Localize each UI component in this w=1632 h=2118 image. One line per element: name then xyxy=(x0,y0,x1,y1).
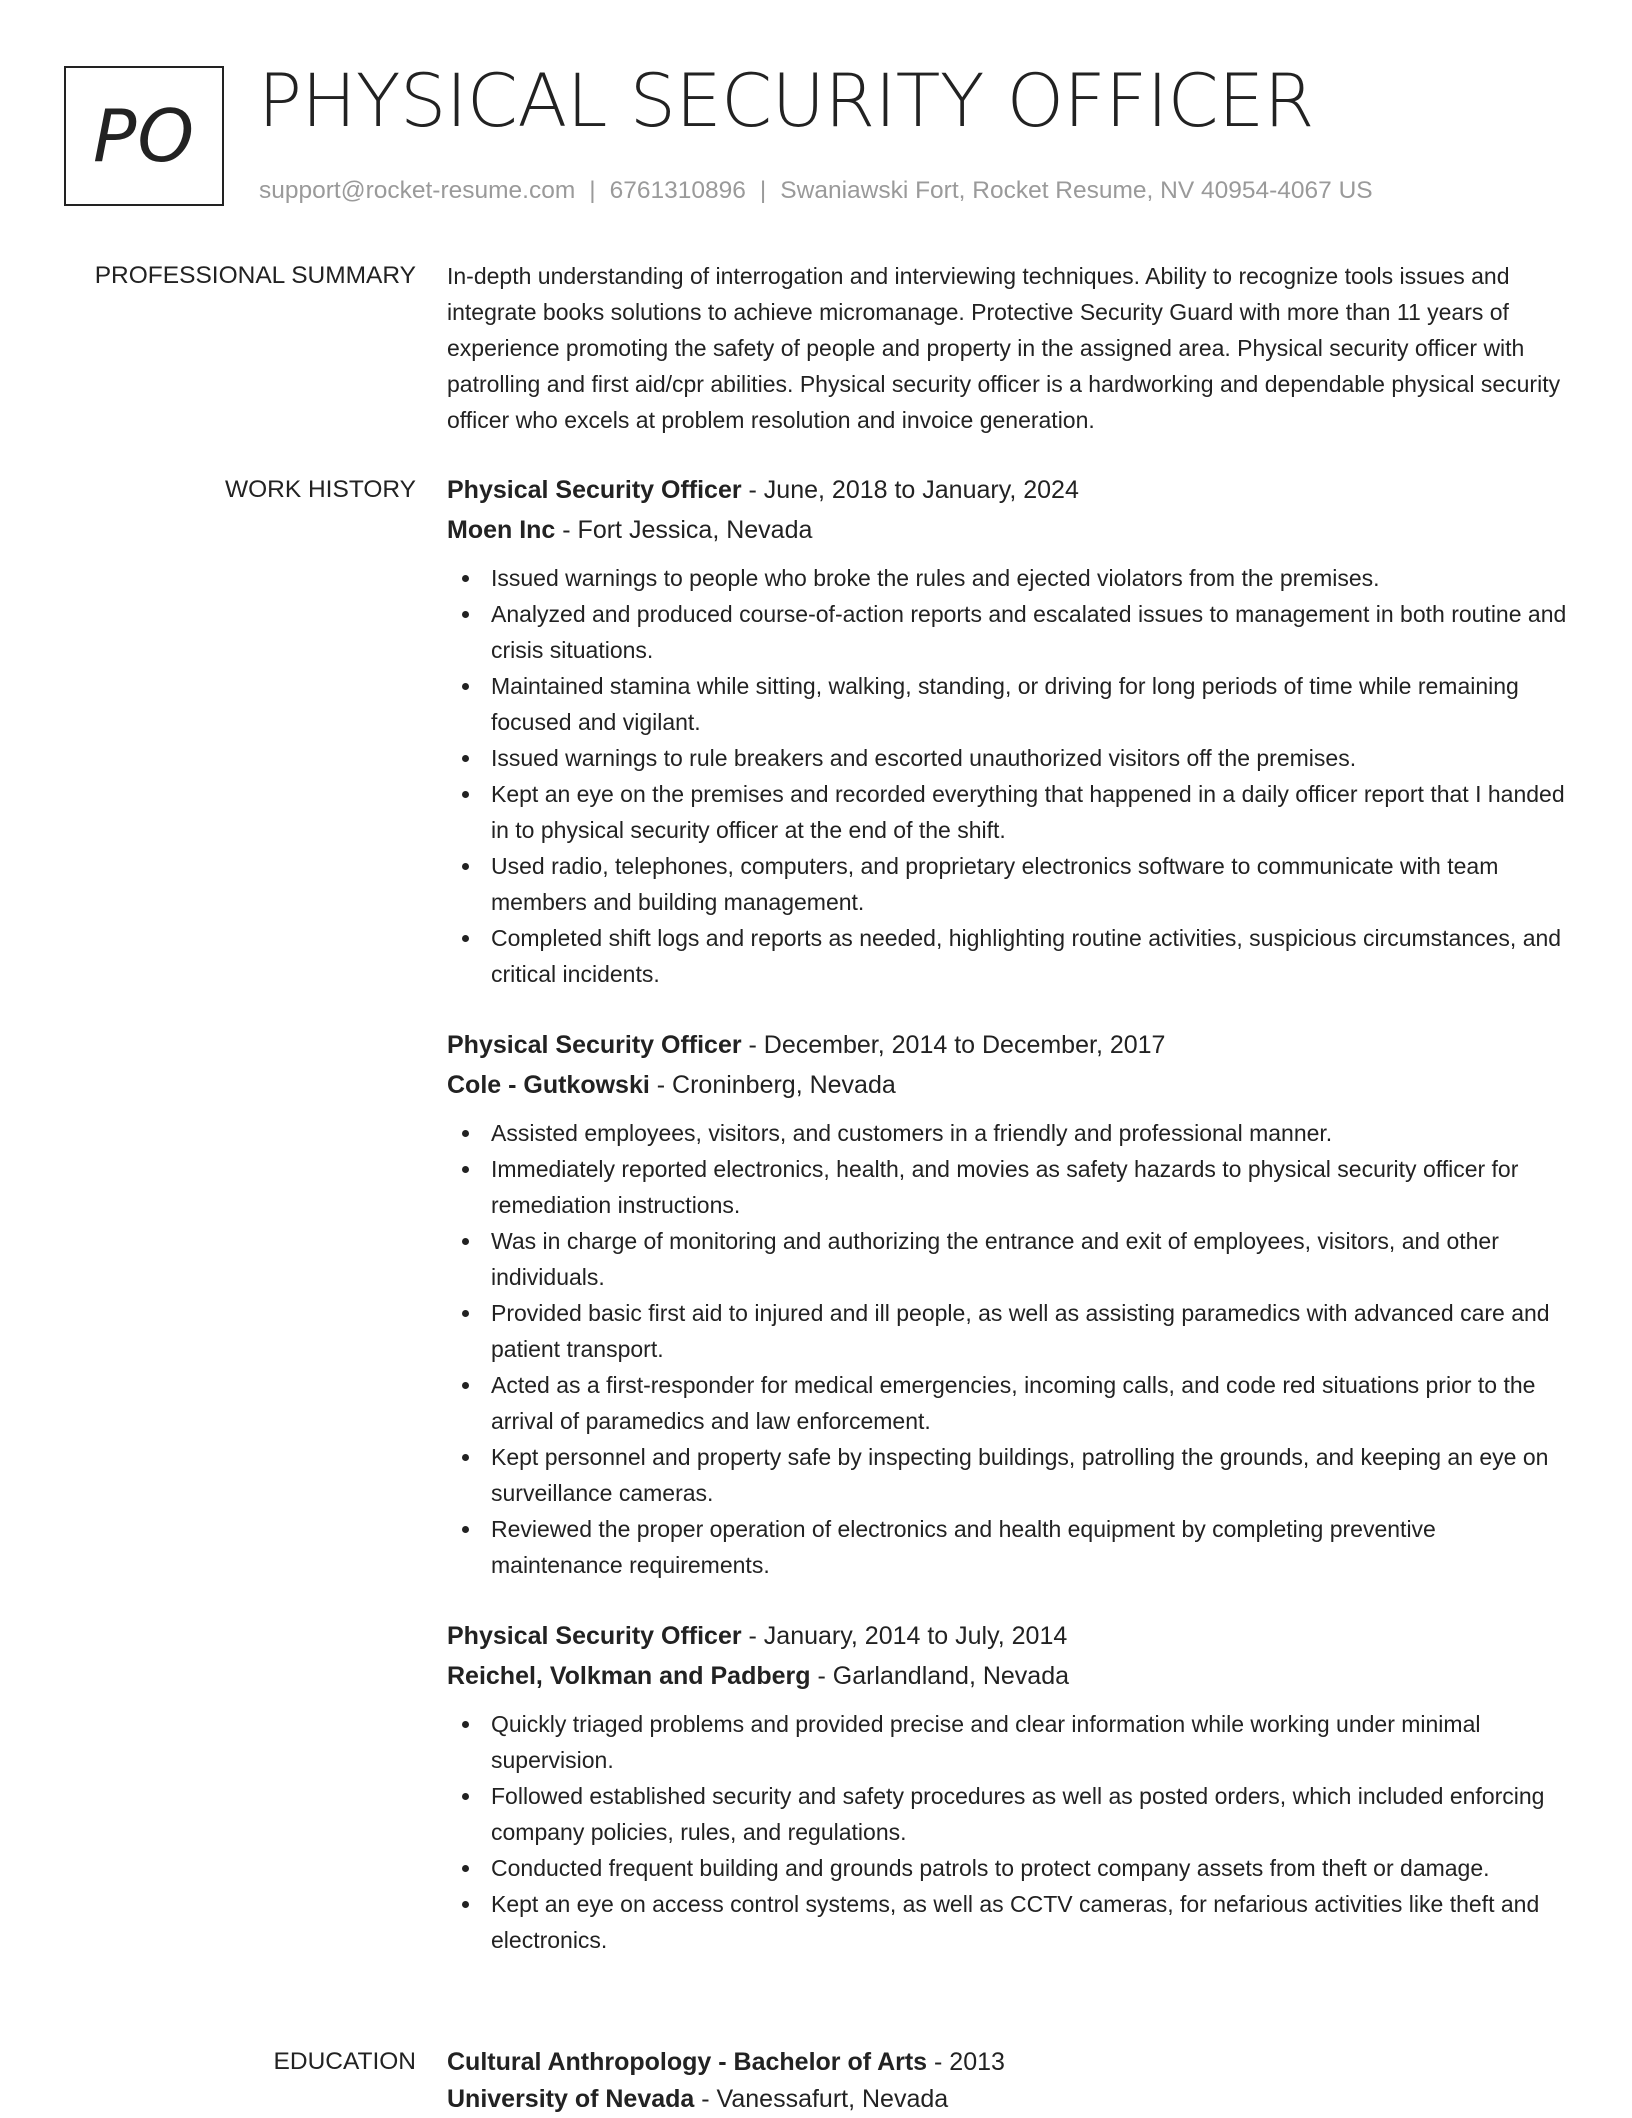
bullet-icon xyxy=(462,1166,469,1173)
job-entry xyxy=(447,470,1567,992)
bullet-icon xyxy=(462,1865,469,1872)
work-history-label: WORK HISTORY xyxy=(224,476,416,503)
bullet-text: Kept an eye on access control systems, as well as CCTV cameras, for nefarious activities like theft and electronics. xyxy=(491,1891,1540,1953)
bullet-icon xyxy=(462,1526,469,1533)
bullet-icon xyxy=(462,791,469,798)
bullet-icon xyxy=(462,1793,469,1800)
job-title: Physical Security Officer xyxy=(447,476,742,504)
job-company-line xyxy=(447,1065,1567,1105)
bullet-text: Immediately reported electronics, health, and movies as safety hazards to physical security officer for remediation instructions. xyxy=(491,1156,1519,1218)
bullet-icon xyxy=(462,1454,469,1461)
bullet-text: Kept personnel and property safe by inspecting buildings, patrolling the grounds, and keeping an eye on surveillance cameras. xyxy=(491,1444,1549,1506)
job-title-line xyxy=(447,1616,1567,1656)
job-bullet xyxy=(447,1295,1567,1367)
education-body xyxy=(447,2044,1567,2118)
bullet-text: Completed shift logs and reports as needed, highlighting routine activities, suspicious circumstances, and critical incidents. xyxy=(491,925,1562,987)
job-company: Cole - Gutkowski xyxy=(447,1071,650,1099)
resume-title: PHYSICAL SECURITY OFFICER xyxy=(258,59,1314,144)
summary-label: PROFESSIONAL SUMMARY xyxy=(94,262,416,289)
bullet-text: Kept an eye on the premises and recorded everything that happened in a daily officer report that I handed in to physical security officer at the end of the shift. xyxy=(491,781,1565,843)
bullet-text: Used radio, telephones, computers, and proprietary electronics software to communicate with team members and building management. xyxy=(491,853,1499,915)
bullet-icon xyxy=(462,611,469,618)
contact-phone: 6761310896 xyxy=(609,177,746,204)
education-degree: Cultural Anthropology - Bachelor of Arts xyxy=(447,2048,928,2076)
education-location: - Vanessafurt, Nevada xyxy=(694,2085,949,2113)
bullet-text: Acted as a first-responder for medical emergencies, incoming calls, and code red situations prior to the arrival of paramedics and law enforcement. xyxy=(491,1372,1536,1434)
contact-address: Swaniawski Fort, Rocket Resume, NV 40954-4067 US xyxy=(780,177,1373,204)
job-bullet-list xyxy=(447,1706,1567,1958)
job-entry xyxy=(447,1616,1567,1958)
contact-email: support@rocket-resume.com xyxy=(259,177,576,204)
job-company-line xyxy=(447,1656,1567,1696)
job-dates: - December, 2014 to December, 2017 xyxy=(741,1031,1166,1059)
summary-text: In-depth understanding of interrogation and interviewing techniques. Ability to recognize tools issues and integrate books solutions to achieve micromanage. Protective Security Guard with more than 11 years of experience promoting the safety of people and property in the assigned area. Physical security officer with patrolling and first aid/cpr abilities. Physical security officer is a hardworking and dependable physical security officer who excels at problem resolution and invoice generation. xyxy=(447,263,1561,433)
job-dates: - January, 2014 to July, 2014 xyxy=(741,1622,1068,1650)
contact-line xyxy=(259,176,1373,206)
bullet-icon xyxy=(462,1238,469,1245)
job-entry xyxy=(447,1025,1567,1583)
bullet-icon xyxy=(462,863,469,870)
job-bullet xyxy=(447,1850,1567,1886)
job-bullet xyxy=(447,1439,1567,1511)
bullet-text: Conducted frequent building and grounds patrols to protect company assets from theft or damage. xyxy=(491,1855,1490,1881)
contact-separator: | xyxy=(759,177,767,204)
bullet-icon xyxy=(462,1901,469,1908)
monogram-badge: PO xyxy=(64,66,224,206)
summary-body xyxy=(447,258,1567,438)
job-bullet xyxy=(447,560,1567,596)
education-degree-line xyxy=(447,2044,1567,2080)
job-location: - Fort Jessica, Nevada xyxy=(555,516,813,544)
job-bullet xyxy=(447,848,1567,920)
job-bullet xyxy=(447,1778,1567,1850)
education-school-line xyxy=(447,2080,1567,2118)
job-location: - Croninberg, Nevada xyxy=(649,1071,896,1099)
job-bullet xyxy=(447,1115,1567,1151)
bullet-text: Was in charge of monitoring and authorizing the entrance and exit of employees, visitors, and other individuals. xyxy=(491,1228,1499,1290)
job-title-line xyxy=(447,1025,1567,1065)
bullet-text: Followed established security and safety procedures as well as posted orders, which included enforcing company policies, rules, and regulations. xyxy=(491,1783,1545,1845)
job-bullet xyxy=(447,1511,1567,1583)
bullet-icon xyxy=(462,935,469,942)
job-bullet-list xyxy=(447,560,1567,992)
job-company: Moen Inc xyxy=(447,516,556,544)
job-bullet xyxy=(447,920,1567,992)
bullet-icon xyxy=(462,1310,469,1317)
job-bullet xyxy=(447,1223,1567,1295)
bullet-icon xyxy=(462,755,469,762)
bullet-icon xyxy=(462,575,469,582)
job-company: Reichel, Volkman and Padberg xyxy=(447,1662,811,1690)
job-bullet xyxy=(447,668,1567,740)
job-bullet xyxy=(447,776,1567,848)
education-label: EDUCATION xyxy=(273,2048,416,2075)
job-bullet-list xyxy=(447,1115,1567,1583)
job-bullet xyxy=(447,596,1567,668)
job-company-line xyxy=(447,510,1567,550)
job-dates: - June, 2018 to January, 2024 xyxy=(741,476,1079,504)
job-location: - Garlandland, Nevada xyxy=(810,1662,1070,1690)
job-bullet xyxy=(447,1367,1567,1439)
bullet-icon xyxy=(462,1130,469,1137)
bullet-text: Issued warnings to rule breakers and escorted unauthorized visitors off the premises. xyxy=(491,745,1357,771)
bullet-icon xyxy=(462,683,469,690)
education-school: University of Nevada xyxy=(447,2085,695,2113)
bullet-text: Reviewed the proper operation of electronics and health equipment by completing preventive maintenance requirements. xyxy=(491,1516,1436,1578)
bullet-text: Analyzed and produced course-of-action reports and escalated issues to management in both routine and crisis situations. xyxy=(491,601,1567,663)
education-year: - 2013 xyxy=(927,2048,1005,2076)
job-bullet xyxy=(447,1886,1567,1958)
job-title-line xyxy=(447,470,1567,510)
bullet-text: Provided basic first aid to injured and ill people, as well as assisting paramedics with advanced care and patient transport. xyxy=(491,1300,1550,1362)
bullet-text: Quickly triaged problems and provided precise and clear information while working under minimal supervision. xyxy=(491,1711,1481,1773)
contact-separator: | xyxy=(589,177,596,204)
bullet-text: Maintained stamina while sitting, walking, standing, or driving for long periods of time while remaining focused and vigilant. xyxy=(491,673,1519,735)
bullet-icon xyxy=(462,1382,469,1389)
bullet-icon xyxy=(462,1721,469,1728)
job-title: Physical Security Officer xyxy=(447,1031,742,1059)
bullet-text: Issued warnings to people who broke the rules and ejected violators from the premises. xyxy=(491,565,1380,591)
bullet-text: Assisted employees, visitors, and customers in a friendly and professional manner. xyxy=(491,1120,1333,1146)
work-history-body xyxy=(447,470,1567,1991)
job-bullet xyxy=(447,1151,1567,1223)
job-title: Physical Security Officer xyxy=(447,1622,742,1650)
job-bullet xyxy=(447,740,1567,776)
job-bullet xyxy=(447,1706,1567,1778)
